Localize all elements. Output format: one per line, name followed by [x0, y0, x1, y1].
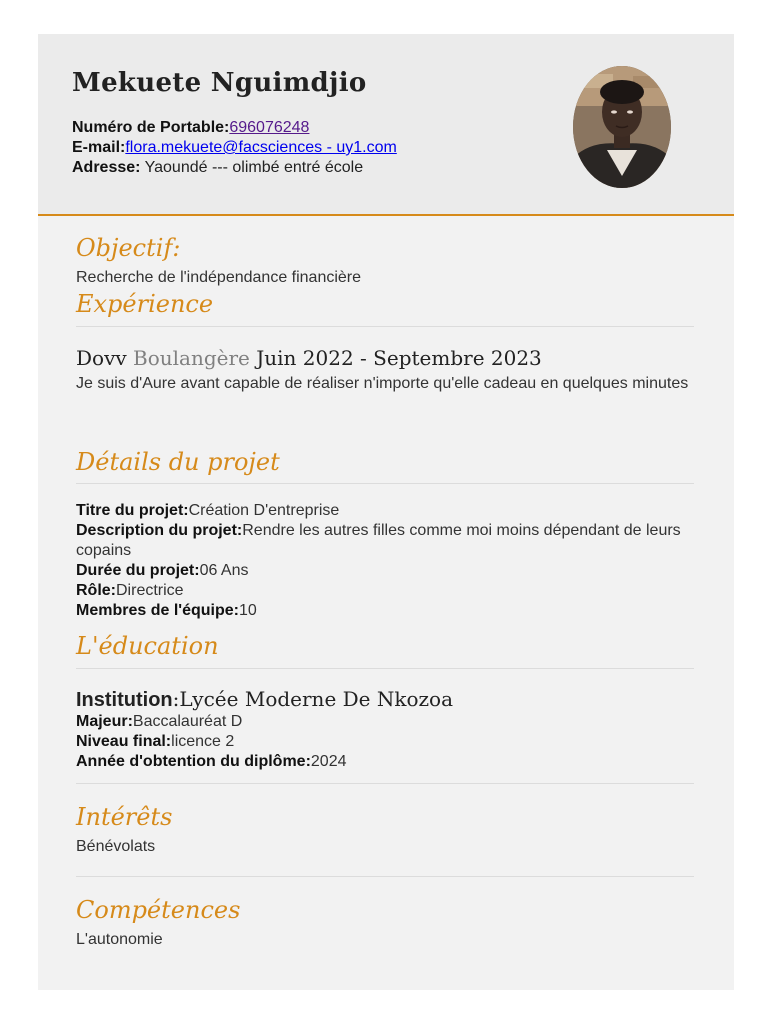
project-team: 10 — [238, 602, 257, 619]
email-link[interactable]: flora.mekuete@facsciences - uy1.com — [125, 139, 397, 156]
phone-label: Numéro de Portable: — [72, 119, 230, 136]
project-desc: Rendre les autres filles comme moi moins dépendant de leurs copains — [76, 522, 681, 559]
education-level: licence 2 — [171, 733, 235, 750]
project-divider — [76, 483, 694, 484]
address-line — [72, 158, 397, 178]
interests-title: Intérêts — [76, 803, 173, 831]
phone-link[interactable]: 696076248 — [229, 119, 310, 136]
candidate-name: Mekuete Nguimdjio — [72, 68, 367, 98]
project-role: Directrice — [116, 582, 184, 599]
address-value: Yaoundé --- olimbé entré école — [140, 159, 364, 176]
project-team-line — [76, 601, 694, 621]
education-institution-line — [76, 685, 694, 714]
project-team-label: Membres de l'équipe: — [76, 602, 239, 619]
profile-photo — [573, 66, 671, 188]
education-major-label: Majeur: — [76, 713, 133, 730]
project-role-label: Rôle: — [76, 582, 116, 599]
education-major-line — [76, 712, 694, 732]
experience-divider — [76, 326, 694, 327]
experience-title: Expérience — [76, 290, 214, 318]
project-desc-line — [76, 521, 694, 561]
portrait-image — [573, 66, 671, 188]
education-title: L'éducation — [76, 632, 219, 660]
interests-text: Bénévolats — [76, 838, 156, 855]
project-title: Détails du projet — [76, 448, 280, 476]
education-level-label: Niveau final: — [76, 733, 172, 750]
experience-description: Je suis d'Aure avant capable de réaliser n'importe qu'elle cadeau en quelques minutes — [76, 375, 689, 392]
experience-company: Dovv — [76, 346, 134, 370]
education-institution-label: Institution — [76, 689, 173, 711]
resume-header — [38, 34, 734, 216]
project-details — [76, 501, 694, 621]
experience-position: Boulangère — [133, 346, 250, 370]
project-duration: 06 Ans — [199, 562, 249, 579]
education-details — [76, 712, 694, 772]
address-label: Adresse: — [72, 159, 141, 176]
education-institution: :Lycée Moderne De Nkozoa — [172, 687, 454, 711]
phone-line — [72, 118, 397, 138]
project-desc-label: Description du projet: — [76, 522, 243, 539]
education-year: 2024 — [310, 753, 347, 770]
project-name: Création D'entreprise — [188, 502, 340, 519]
email-line — [72, 138, 397, 158]
contact-info — [72, 118, 397, 178]
objective-title: Objectif: — [76, 234, 181, 262]
project-duration-line — [76, 561, 694, 581]
project-name-label: Titre du projet: — [76, 502, 189, 519]
skills-text: L'autonomie — [76, 931, 163, 948]
email-label: E-mail: — [72, 139, 126, 156]
project-role-line — [76, 581, 694, 601]
education-major: Baccalauréat D — [132, 713, 243, 730]
resume-card — [38, 34, 734, 990]
experience-heading — [76, 344, 694, 372]
education-level-line — [76, 732, 694, 752]
education-year-line — [76, 752, 694, 772]
project-duration-label: Durée du projet: — [76, 562, 200, 579]
skills-title: Compétences — [76, 896, 241, 924]
objective-text: Recherche de l'indépendance financière — [76, 269, 362, 286]
education-divider — [76, 668, 694, 669]
interests-divider — [76, 876, 694, 877]
education-year-label: Année d'obtention du diplôme: — [76, 753, 311, 770]
education-bottom-divider — [76, 783, 694, 784]
project-name-line — [76, 501, 694, 521]
experience-dates: Juin 2022 - Septembre 2023 — [249, 346, 542, 370]
